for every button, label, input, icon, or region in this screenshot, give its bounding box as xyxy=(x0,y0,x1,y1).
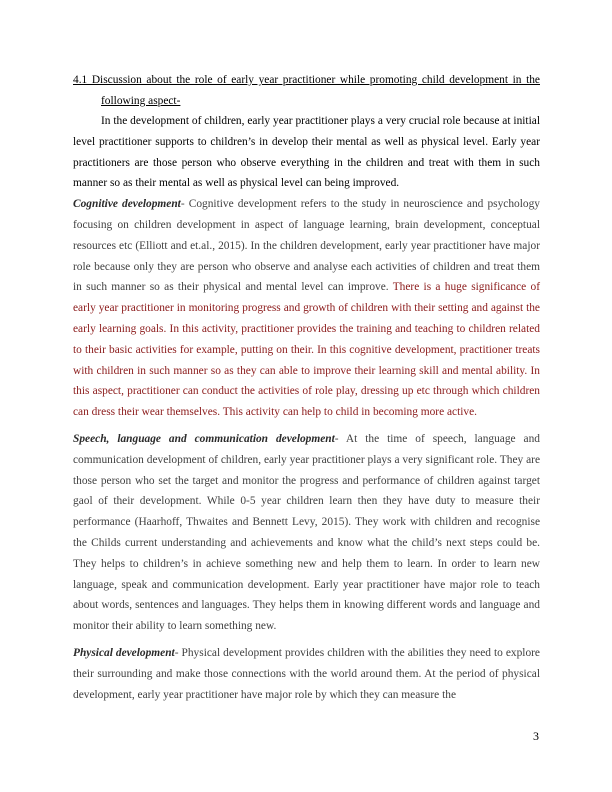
page-content xyxy=(73,70,540,705)
page-number: 3 xyxy=(533,729,539,743)
physical-term: Physical development xyxy=(73,646,175,659)
cognitive-term: Cognitive development xyxy=(73,198,181,211)
cognitive-paragraph xyxy=(73,194,540,423)
speech-paragraph xyxy=(73,429,540,637)
cognitive-text: Cognitive development refers to the study in neuroscience and psychology focusing on children development in aspect of language learning, brain development, conceptual resources etc (Elliott and et.al., 2015). In the children development, early year practitioner have major role because only they are person who observe and analyse each activities of children and treat them in such manner so as their physical and mental level can improve. xyxy=(73,198,540,294)
physical-text: Physical development provides children with the abilities they need to explore their surrounding and make those connections with the world around them. At the period of physical development, early year practitioner have major role by which they can measure the xyxy=(73,646,540,701)
section-heading: 4.1 Discussion about the role of early year practitioner while promoting child development in the following aspect- xyxy=(73,74,540,107)
physical-dash: - xyxy=(174,646,182,659)
speech-dash: - xyxy=(334,432,346,445)
speech-text: At the time of speech, language and communication development of children, early year practitioner plays a very significant role. They are those person who set the target and monitor the progress and performance of children against target gaol of their development. While 0-5 year children learn then they have duty to measure their performance (Haarhoff, Thwaites and Bennett Levy, 2015). They work with children and recognise the Childs current understanding and achievements and know what the child’s next steps could be. They helps to children’s in achieve something new and help them to learn. In order to learn new language, speak and communication development. Early year practitioner have major role to teach about words, sentences and languages. They helps them in knowing different words and language and monitor their ability to learn something new. xyxy=(73,432,540,633)
cognitive-highlight: There is a huge significance of early year practitioner in monitoring progress and growth of children with their setting and against the early learning goals. In this activity, practitioner provides the training and teaching to children related to their basic activities for example, putting on their. In this cognitive development, practitioner treats with children in such manner so as they can able to improve their learning skill and mental ability. In this aspect, practitioner can conduct the activities of role play, dressing up etc through which children can dress their wear themselves. This activity can help to child in becoming more active. xyxy=(73,281,540,419)
physical-paragraph xyxy=(73,643,540,705)
speech-term: Speech, language and communication development xyxy=(73,432,335,445)
cognitive-dash: - xyxy=(180,198,189,211)
intro-paragraph: In the development of children, early year practitioner plays a very crucial role because at initial level practitioner supports to children’s in develop their mental as well as physical level. Early year practitioners are those person who observe everything in the children and treat with them in such manner so as their mental as well as physical level can being improved. xyxy=(73,115,540,190)
